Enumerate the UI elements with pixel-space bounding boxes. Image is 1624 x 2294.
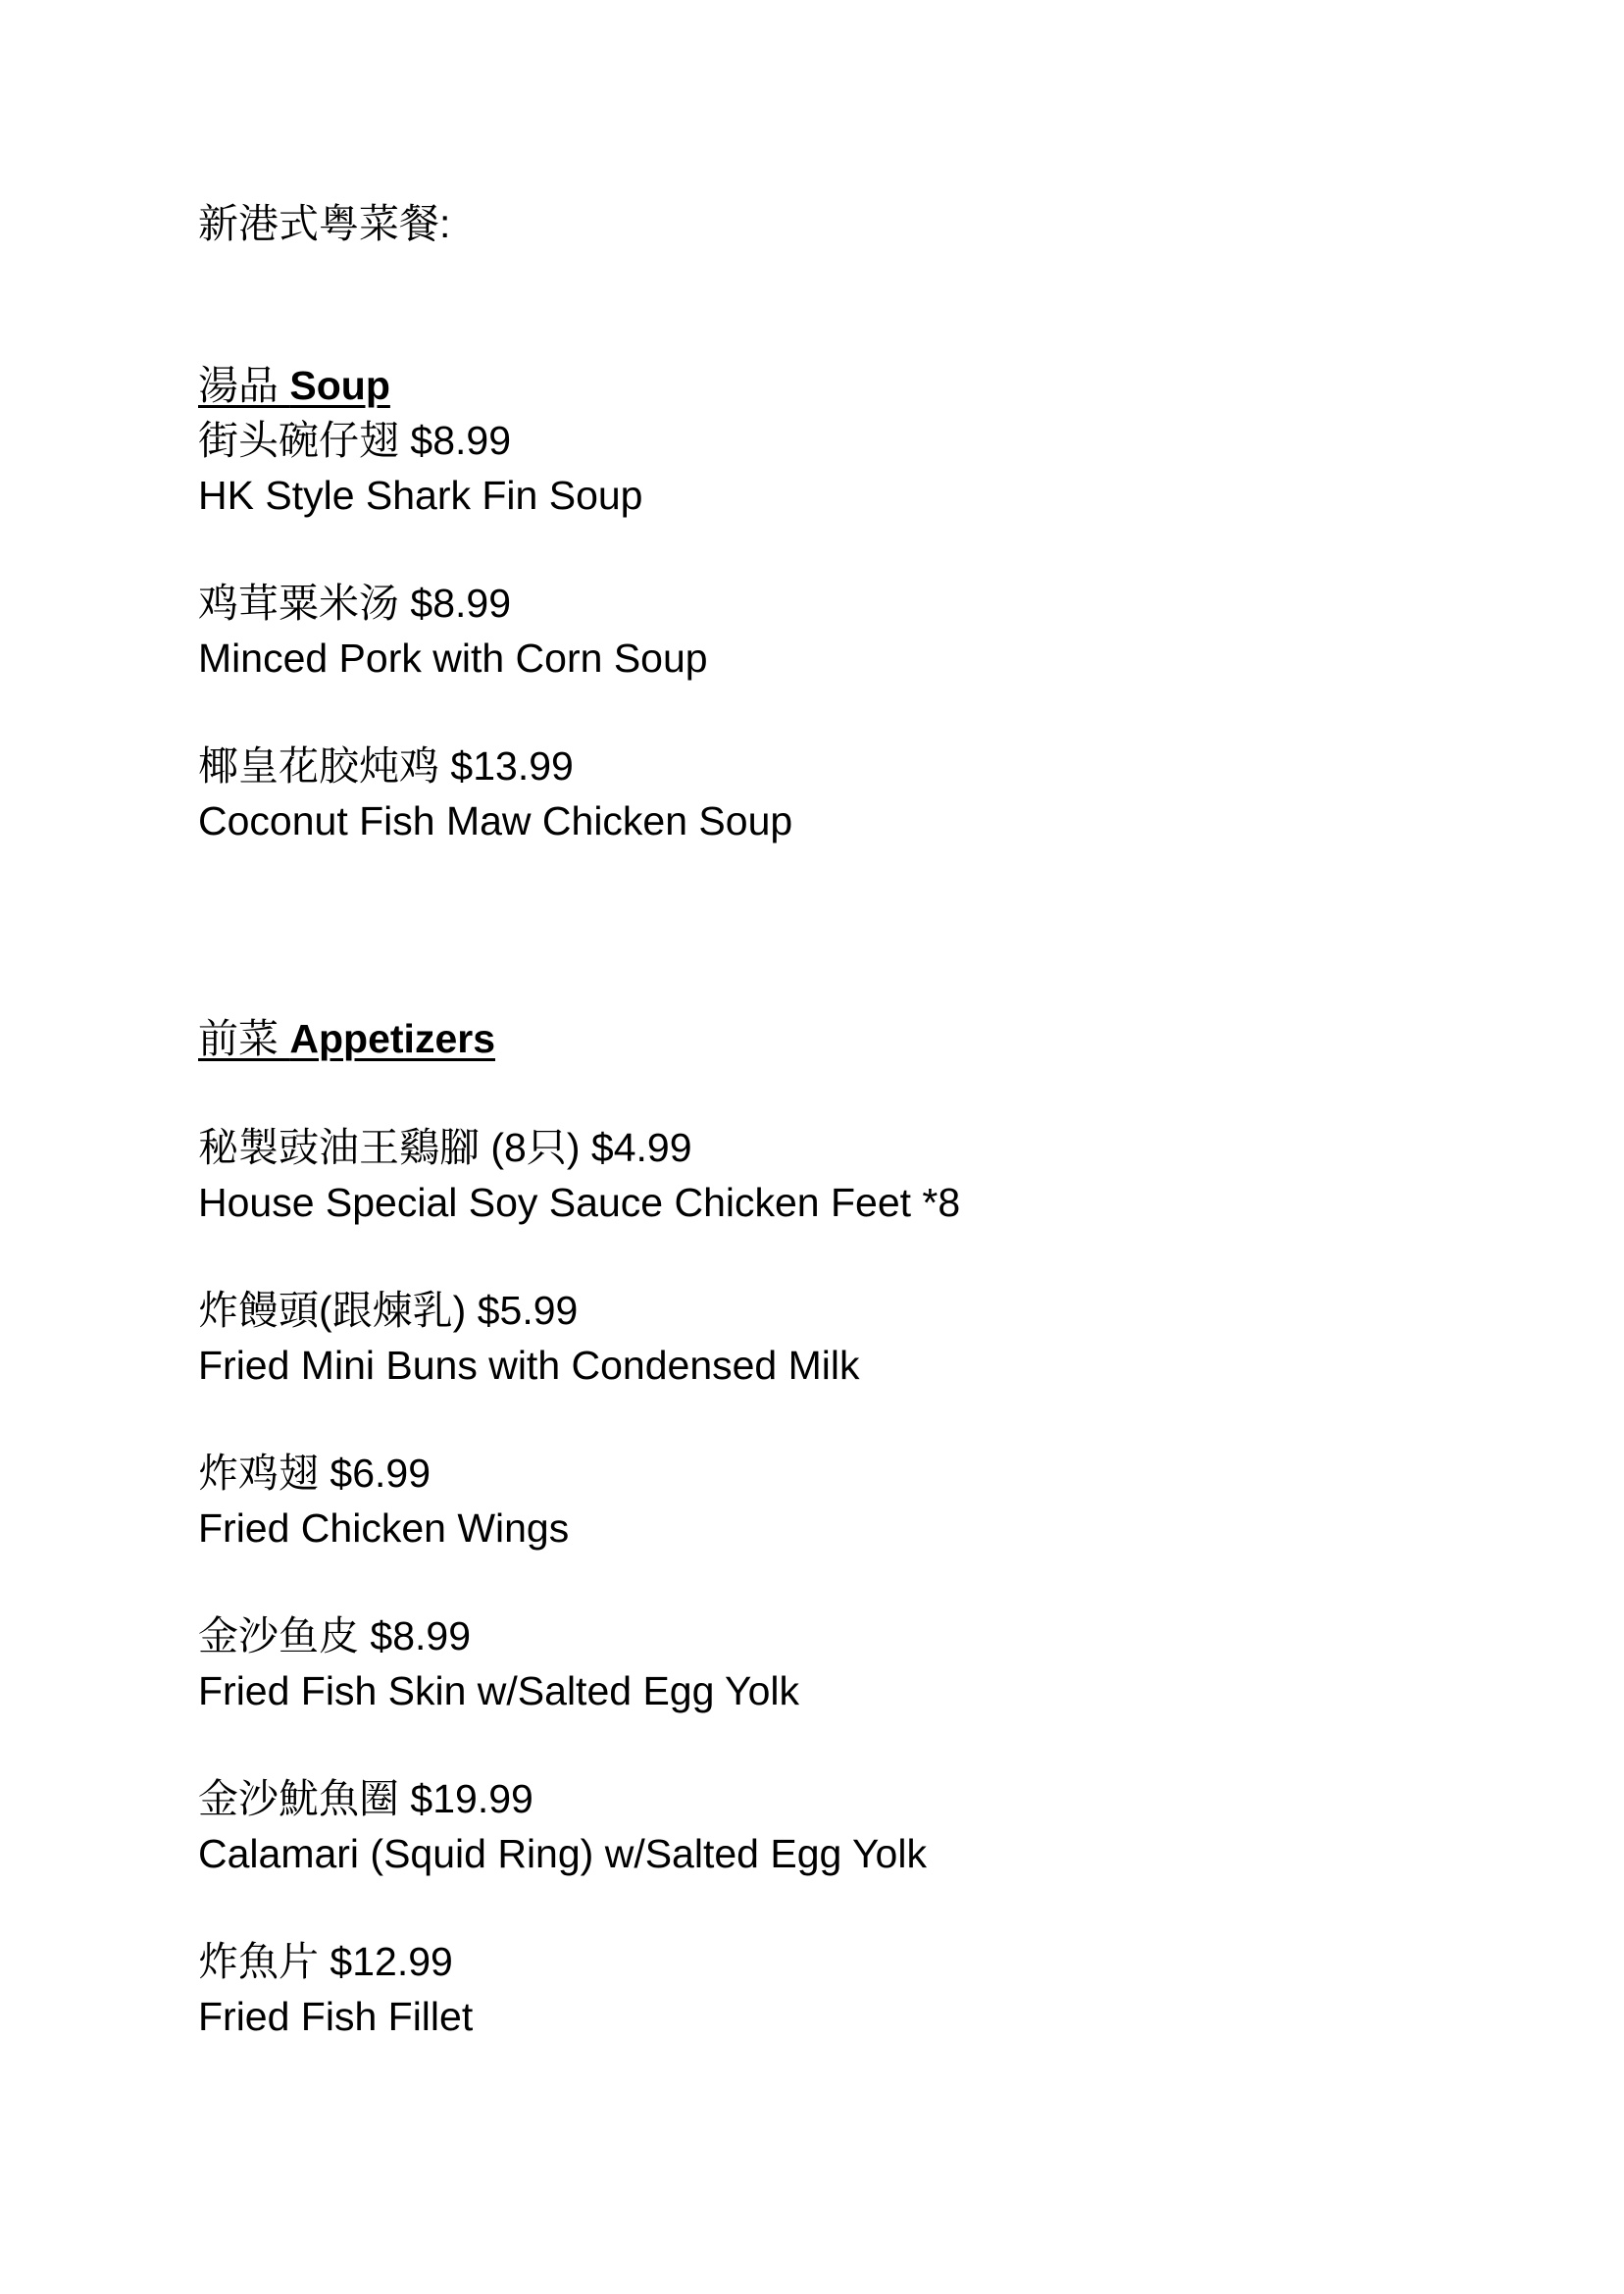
menu-item-name (198, 1286, 578, 1335)
item-name-zh: 炸魚片 (198, 1939, 319, 1984)
item-name-zh: 秘製豉油王鷄腳 (8只) (198, 1125, 581, 1170)
item-name-zh: 炸饅頭(跟煉乳) (198, 1288, 467, 1333)
item-name-en: Fried Mini Buns with Condensed Milk (198, 1343, 860, 1388)
menu-title: 新港式粤菜餐: (198, 201, 451, 246)
item-price: $13.99 (450, 743, 574, 789)
menu-item-name (198, 741, 574, 790)
menu-item-name (198, 1937, 453, 1986)
item-price: $8.99 (370, 1613, 472, 1658)
item-price: $6.99 (330, 1451, 431, 1496)
section-heading-en: Soup (289, 363, 390, 408)
item-name-zh: 金沙鱼皮 (198, 1613, 359, 1658)
item-name-en: Fried Fish Fillet (198, 1994, 474, 2039)
menu-item-name (198, 579, 511, 628)
item-name-zh: 金沙魷魚圈 (198, 1776, 399, 1821)
section-heading-appetizers (198, 1014, 495, 1063)
item-name-en: Fried Fish Skin w/Salted Egg Yolk (198, 1668, 800, 1713)
item-name-zh: 椰皇花胶炖鸡 (198, 743, 439, 789)
section-heading-soup (198, 361, 390, 410)
item-name-en: House Special Soy Sauce Chicken Feet *8 (198, 1180, 961, 1225)
item-name-en: Calamari (Squid Ring) w/Salted Egg Yolk (198, 1831, 927, 1876)
item-price: $8.99 (410, 418, 512, 463)
menu-item-name (198, 416, 511, 465)
menu-item-name (198, 1449, 431, 1498)
item-name-zh: 鸡茸粟米汤 (198, 581, 399, 626)
section-heading-en: Appetizers (289, 1016, 496, 1061)
item-name-en: Minced Pork with Corn Soup (198, 636, 708, 681)
item-price: $4.99 (590, 1125, 692, 1170)
section-heading-zh: 前菜 (198, 1016, 279, 1061)
item-price: $19.99 (410, 1776, 533, 1821)
item-price: $12.99 (330, 1939, 453, 1984)
item-name-en: Fried Chicken Wings (198, 1505, 570, 1551)
menu-item-name (198, 1611, 471, 1660)
menu-item-name (198, 1123, 692, 1172)
item-name-en: Coconut Fish Maw Chicken Soup (198, 798, 793, 843)
item-name-en: HK Style Shark Fin Soup (198, 473, 643, 518)
item-name-zh: 街头碗仔翅 (198, 418, 399, 463)
menu-item-name (198, 1774, 533, 1823)
item-name-zh: 炸鸡翅 (198, 1451, 319, 1496)
item-price: $8.99 (410, 581, 512, 626)
section-heading-zh: 湯品 (198, 363, 279, 408)
item-price: $5.99 (477, 1288, 579, 1333)
